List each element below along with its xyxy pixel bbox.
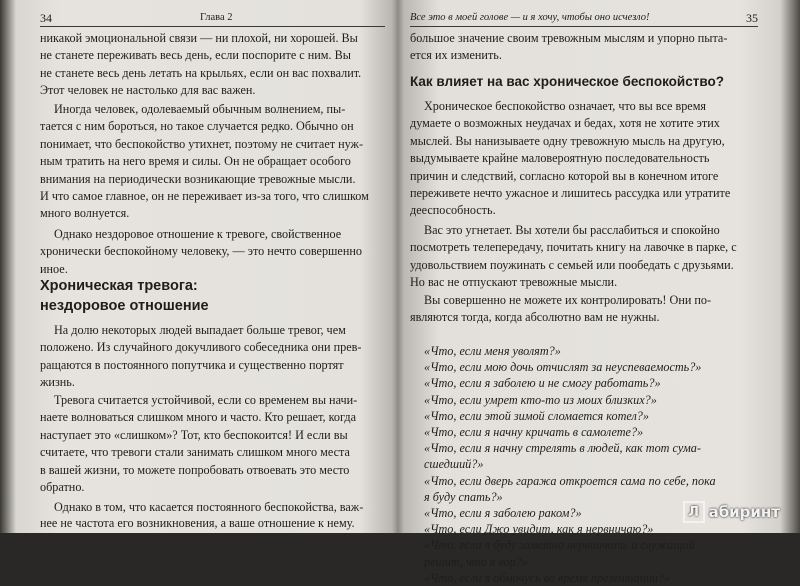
text-line: удовольствием поужинать с семьей или пообедать с друзьями. [410, 257, 734, 272]
left-paragraph-1 [40, 30, 385, 100]
text-line: не станете переживать весь день, если поспорите с ним. Вы [40, 48, 351, 63]
text-line: Однако нездоровое отношение к тревоге, свойственное [54, 227, 342, 241]
text-line: И что самое главное, он не переживает из-за того, что слишком [40, 189, 369, 204]
heading-line: Хроническая тревога: [40, 278, 198, 294]
quote-line: сшедший?» [424, 457, 484, 472]
labirint-logo-icon: Л [683, 501, 705, 523]
quote-line: «Что, если умрет кто-то из моих близких?» [424, 392, 657, 407]
quote-line: «Что, если я начну кричать в самолете?» [424, 425, 644, 440]
text-line: считаете, что тревоги стали занимать слишком много места [40, 445, 350, 460]
left-header-title: Глава 2 [200, 12, 233, 23]
text-line: дееспособность. [410, 203, 496, 218]
worry-quote-list [410, 343, 758, 586]
text-line: являются тогда, когда абсолютно вам не нужны. [410, 310, 660, 325]
right-running-header [410, 10, 758, 27]
heading-line: нездоровое отношение [40, 298, 209, 314]
text-line: много волнуется. [40, 206, 130, 221]
right-paragraph-3 [410, 222, 758, 292]
right-header-title: Все это в моей голове — и я хочу, чтобы оно исчезло! [410, 12, 650, 23]
right-paragraph-1 [410, 30, 758, 65]
quote-line: «Что, если я буду заметно нервничать и служащий [424, 538, 695, 553]
text-line: в вашей жизни, то можете попробовать отвоевать это место [40, 462, 350, 477]
text-line: мыслей. Вы нанизываете одну тревожную мысль на другую, [410, 133, 725, 148]
quote-line: я буду спать?» [424, 489, 503, 504]
text-line: иное. [40, 261, 68, 276]
text-line: думаете о возможных неудачах и бедах, хотя не хотите этих [410, 116, 720, 131]
text-line: переживете нечто ужасное и лишитесь рассудка или утратите [410, 186, 731, 201]
text-line: Вы совершенно не можете их контролировать! Они по- [424, 293, 712, 307]
left-paragraph-6 [40, 499, 385, 531]
text-line: Однако в том, что касается постоянного беспокойства, важ- [54, 500, 364, 514]
text-line: понимает, что беспокойство утихнет, поэтому не считает нуж- [40, 136, 364, 151]
right-paragraph-2 [410, 98, 758, 220]
left-page-number: 34 [40, 11, 52, 25]
left-paragraph-3 [40, 226, 385, 278]
text-line: Иногда человек, одолеваемый обычным волнением, пы- [54, 102, 346, 116]
text-line: наете волноваться слишком много и часто. Кто решает, когда [40, 410, 356, 425]
text-line: выдумываете крайне маловероятную последовательность [410, 151, 710, 166]
quote-line: «Что, если я начну стрелять в людей, как тот сума- [424, 441, 701, 456]
text-line: Вас это угнетает. Вы хотели бы расслабиться и спокойно [424, 223, 720, 237]
quote-line: «Что, если дверь гаража откроется сама по себе, пока [424, 473, 716, 488]
right-paragraph-4 [410, 292, 758, 327]
left-paragraph-4 [40, 322, 385, 392]
text-line: ным тратить на него время и силы. Он не обращает особого [40, 154, 351, 169]
text-line: ется их изменить. [410, 48, 502, 63]
quote-line: «Что, если Джо увидит, как я нервничаю?» [424, 522, 654, 537]
text-line: положено. Из случайного докучливого собеседника они прев- [40, 340, 362, 355]
text-line: тается с ним бороться, но такое случается редко. Обычно он [40, 119, 354, 134]
quote-line: решит, что я вор?» [424, 554, 528, 569]
quote-line: «Что, если я обмочусь во время презентации?» [424, 570, 671, 585]
right-page [410, 0, 758, 585]
text-line: На долю некоторых людей выпадает больше тревог, чем [54, 323, 346, 337]
text-line: Но вас не отпускают тревожные мысли. [410, 275, 618, 290]
quote-line: «Что, если я заболею и не смогу работать?» [424, 376, 661, 391]
text-line: обратно. [40, 480, 85, 495]
text-line: причин и следствий, согласно которой вы в конечном итоге [410, 168, 719, 183]
quote-line: «Что, если я заболею раком?» [424, 506, 582, 521]
text-line: ращаются в постоянного попутчика и существенно портят [40, 357, 344, 372]
watermark-text: абиринт [708, 503, 780, 521]
text-line: Тревога считается устойчивой, если со временем вы начи- [54, 393, 358, 407]
quote-line: «Что, если мою дочь отчислят за неуспеваемость?» [424, 360, 702, 375]
text-line: наступает это «слишком»? Тот, кто беспокоится! И если вы [40, 427, 348, 442]
text-line: жизнь. [40, 375, 75, 390]
labirint-watermark [683, 501, 780, 523]
left-paragraph-2 [40, 101, 385, 223]
text-line: не станете весь день летать на крыльях, если он вас похвалит. [40, 65, 362, 80]
text-line: нее не частота его возникновения, а ваше отношение к нему. [40, 516, 355, 530]
left-page [40, 0, 385, 533]
text-line: никакой эмоциональной связи — ни плохой, ни хорошей. Вы [40, 31, 358, 45]
text-line: посмотреть телепередачу, почитать книгу на лавочке в парке, с [410, 240, 737, 255]
quote-line: «Что, если меня уволят?» [424, 344, 561, 358]
text-line: хронически беспокойному человеку, — это нечто совершенно [40, 244, 362, 259]
left-section-heading [40, 276, 209, 316]
left-running-header [40, 10, 385, 27]
text-line: Этот человек не настолько для вас важен. [40, 83, 256, 98]
text-line: Хроническое беспокойство означает, что вы все время [424, 99, 707, 113]
quote-line: «Что, если этой зимой сломается котел?» [424, 408, 649, 423]
right-section-heading: Как влияет на вас хроническое беспокойство? [410, 74, 724, 89]
text-line: внимания на периодически возникающие тревожные мысли. [40, 171, 356, 186]
right-page-number: 35 [746, 11, 758, 25]
left-paragraph-5 [40, 392, 385, 496]
text-line: большое значение своим тревожным мыслям и упорно пыта- [410, 31, 728, 45]
